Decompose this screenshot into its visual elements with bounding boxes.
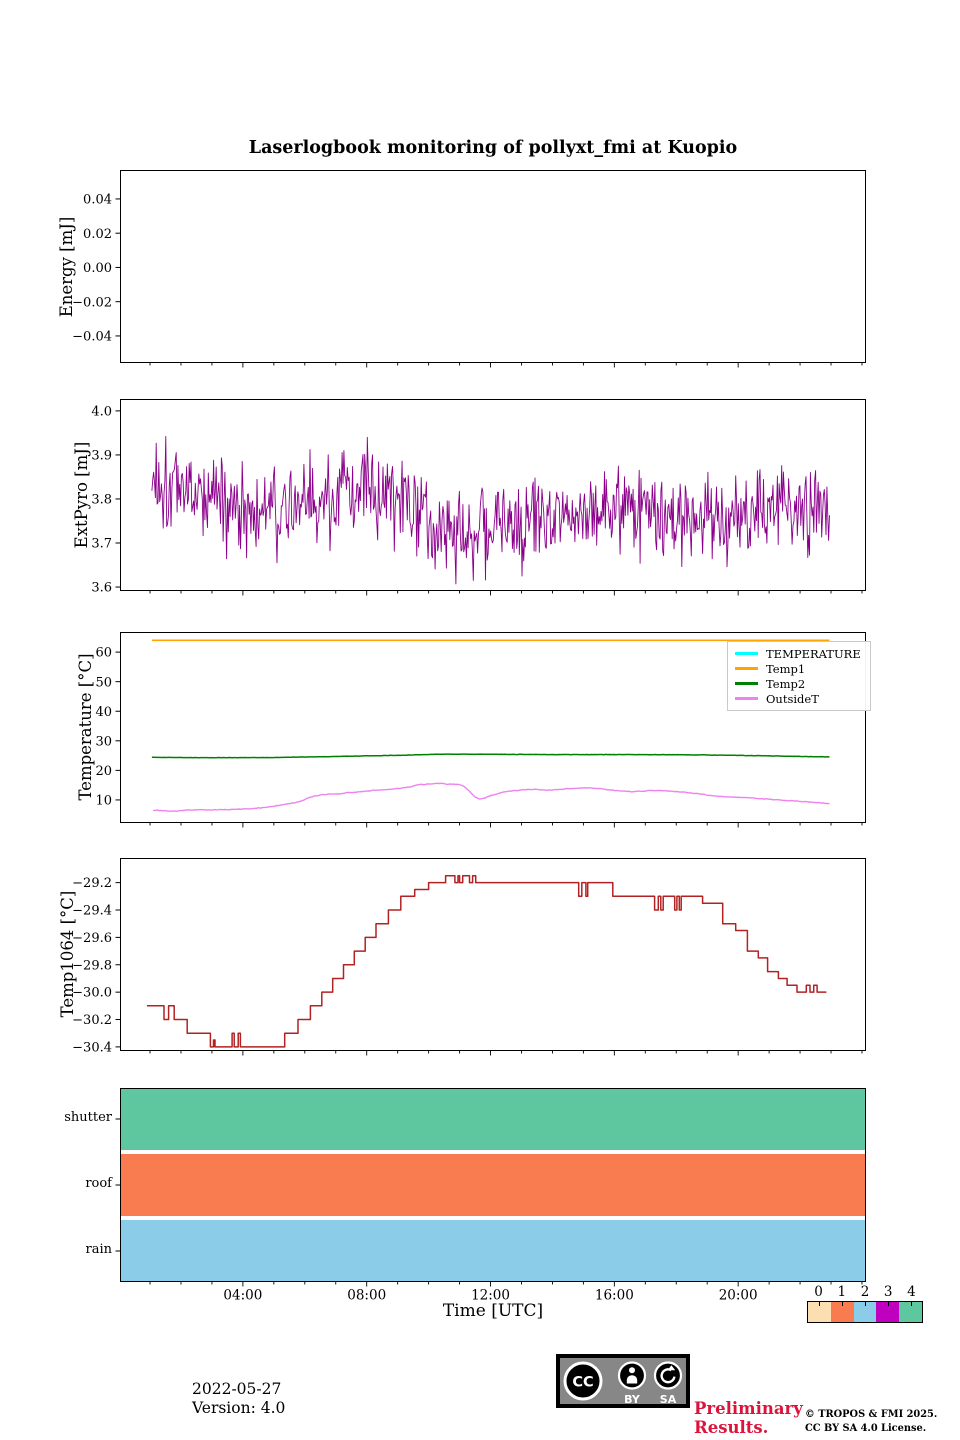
y-tick-label: 0.02 — [83, 226, 112, 242]
legend-label: OutsideT — [766, 691, 819, 706]
cc-icon-label: CC — [572, 1374, 594, 1391]
colorbar-segment — [854, 1302, 877, 1322]
y-tick-label: 10 — [95, 793, 112, 809]
y-tick-label: 4.0 — [91, 404, 112, 420]
series-ExtPyro — [152, 437, 830, 584]
status-bar-shutter — [120, 1088, 866, 1150]
y-tick-label: 0.04 — [83, 192, 112, 208]
colorbar-segment — [876, 1302, 899, 1322]
ylabel-extpyro: ExtPyro [mJ] — [72, 441, 91, 549]
by-label: BY — [624, 1393, 640, 1406]
by-person-head — [629, 1367, 635, 1373]
y-tick-label: 20 — [95, 763, 112, 779]
legend-label: Temp1 — [766, 661, 806, 676]
x-tick-label: 20:00 — [718, 1287, 758, 1304]
copyright-block — [805, 1408, 937, 1436]
colorbar-tick-label: 1 — [837, 1284, 847, 1300]
status-colorbar — [807, 1284, 923, 1323]
y-tick-label: −30.2 — [72, 1013, 112, 1029]
ylabel-temp1064: Temp1064 [°C] — [58, 890, 77, 1018]
colorbar-tick — [888, 1302, 889, 1306]
status-bar-rain — [120, 1220, 866, 1282]
colorbar-bar — [807, 1301, 923, 1323]
copyright-line2: CC BY SA 4.0 License. — [805, 1423, 927, 1435]
colorbar-tick-label: 2 — [860, 1284, 870, 1300]
x-tick-label: 16:00 — [594, 1287, 634, 1304]
band-label-roof: roof — [85, 1176, 112, 1191]
legend-row — [735, 676, 861, 691]
colorbar-segment — [899, 1302, 922, 1322]
y-tick-label: 60 — [95, 645, 112, 661]
y-tick-label: −29.4 — [72, 903, 112, 919]
colorbar-segment — [831, 1302, 854, 1322]
x-axis-label: Time [UTC] — [442, 1301, 544, 1321]
series-Temp2 — [152, 754, 830, 758]
series-Temp1064 — [147, 876, 827, 1047]
ylabel-energy: Energy [mJ] — [57, 216, 76, 318]
colorbar-tick-label: 3 — [883, 1284, 893, 1300]
colorbar-tick — [865, 1302, 866, 1306]
version-text: Version: 4.0 — [192, 1399, 286, 1418]
axes-frame — [121, 859, 866, 1051]
y-tick-label: 3.7 — [91, 536, 112, 552]
sa-label: SA — [659, 1393, 677, 1406]
y-tick-label: 0.00 — [83, 261, 112, 277]
y-tick-label: −0.04 — [72, 329, 112, 345]
y-tick-label: 3.8 — [91, 492, 112, 508]
series-OutsideT — [153, 783, 829, 811]
colorbar-segment — [808, 1302, 831, 1322]
preliminary-results-note: Preliminary Results. — [694, 1399, 803, 1437]
colorbar-tick — [842, 1302, 843, 1306]
axes-frame — [121, 171, 866, 363]
legend-swatch — [735, 652, 758, 655]
band-label-rain: rain — [85, 1242, 112, 1257]
sa-arrow-icon — [655, 1363, 681, 1389]
ylabel-temperature: Temperature [°C] — [76, 653, 95, 801]
status-bar-roof — [120, 1154, 866, 1216]
y-tick-label: −29.6 — [72, 930, 112, 946]
colorbar-tick — [819, 1302, 820, 1306]
y-tick-label: −30.0 — [72, 985, 112, 1001]
page-title: Laserlogbook monitoring of pollyxt_fmi at Kuopio — [248, 138, 738, 158]
colorbar-tick — [911, 1302, 912, 1306]
y-tick-label: 3.6 — [91, 580, 112, 596]
copyright-line1: © TROPOS & FMI 2025. — [805, 1409, 938, 1420]
cc-by-sa-badge — [556, 1354, 690, 1408]
y-tick-label: −29.8 — [72, 958, 112, 974]
y-tick-label: 40 — [95, 704, 112, 720]
colorbar-tick-labels — [807, 1284, 923, 1299]
legend-label: Temp2 — [766, 676, 806, 691]
legend-swatch — [735, 697, 758, 700]
x-tick-label: 04:00 — [223, 1287, 263, 1304]
band-label-shutter: shutter — [64, 1110, 112, 1125]
colorbar-tick-label: 4 — [907, 1284, 916, 1300]
y-tick-label: −30.4 — [72, 1040, 112, 1056]
x-tick-label: 08:00 — [347, 1287, 387, 1304]
legend-swatch — [735, 667, 758, 670]
date-version-block — [192, 1380, 285, 1419]
colorbar-tick-label: 0 — [814, 1284, 823, 1300]
y-tick-label: 50 — [95, 675, 112, 691]
y-tick-label: 30 — [95, 734, 112, 750]
legend-row — [735, 661, 861, 676]
temperature-legend — [727, 641, 871, 711]
legend-row — [735, 691, 861, 706]
legend-row — [735, 646, 861, 661]
date-text: 2022-05-27 — [192, 1380, 282, 1398]
legend-label: TEMPERATURE — [766, 646, 861, 661]
y-tick-label: −29.2 — [72, 876, 112, 892]
x-tick-label: 12:00 — [471, 1287, 510, 1304]
legend-swatch — [735, 682, 758, 685]
y-tick-label: −0.02 — [72, 295, 112, 311]
y-tick-label: 3.9 — [91, 448, 112, 464]
